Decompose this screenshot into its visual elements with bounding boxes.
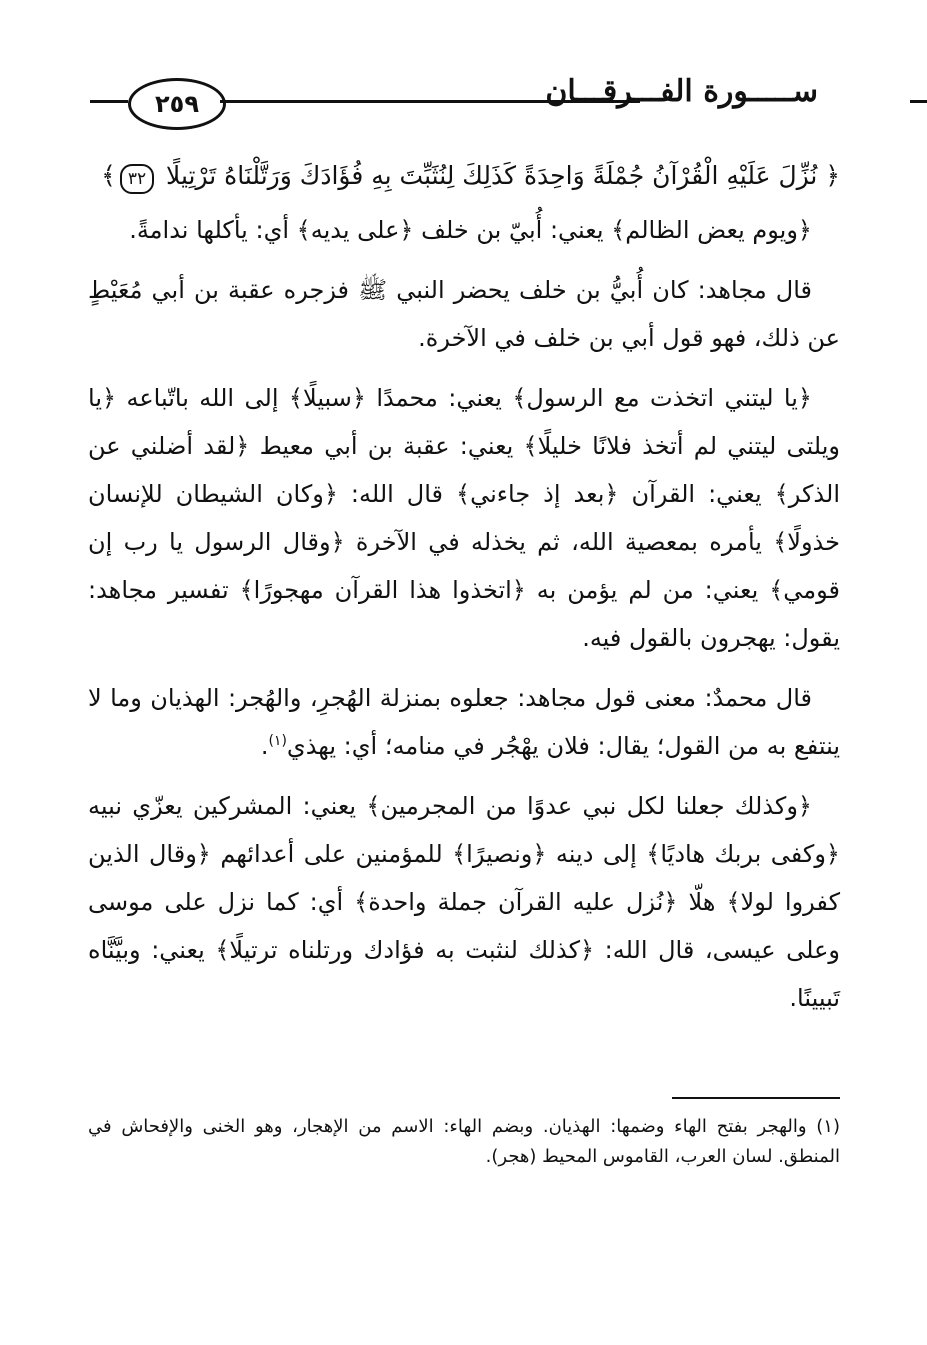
footnote-divider [672, 1097, 840, 1099]
footnote-reference[interactable]: (١) [268, 733, 287, 749]
paragraph: ﴿يا ليتني اتخذت مع الرسول﴾ يعني: محمدًا ﴿سبيلًا﴾ إلى الله باتّباعه ﴿يا ويلتى ليتني لم أتخذ فلانًا خليلًا﴾ يعني: عقبة بن أبي معيط ﴿لقد أضلني عن الذكر﴾ يعني: القرآن ﴿بعد إذ جاءني﴾ قال الله: ﴿وكان الشيطان للإنسان خذولًا﴾ يأمره بمعصية الله، ثم يخذله في الآخرة ﴿وقال الرسول يا رب إن قومي﴾ يعني: من لم يؤمن به ﴿اتخذوا هذا القرآن مهجورًا﴾ تفسير مجاهد: يقول: يهجرون بالقول فيه. [88, 384, 840, 652]
verse-text: ﴿ نُزِّلَ عَلَيْهِ الْقُرْآنُ جُمْلَةً وَاحِدَةً كَذَلِكَ لِنُثَبِّتَ بِهِ فُؤَادَكَ وَرَتَّلْنَاهُ تَرْتِيلًا [166, 161, 840, 190]
paragraph-muhammad [88, 674, 840, 770]
ayah-number-marker: ٣٢ [120, 164, 154, 194]
page-number-badge [128, 78, 226, 130]
page-body [88, 152, 840, 1034]
footnote: (١) والهجر بفتح الهاء وضمها: الهذيان. وبضم الهاء: الاسم من الإهجار، وهو الخنى والإفحاش في المنطق. لسان العرب، القاموس المحيط (هجر). [88, 1116, 840, 1167]
header-rule-left-stub [90, 100, 128, 103]
quran-verse [88, 152, 840, 200]
page-header [90, 70, 840, 132]
paragraph-end: . [260, 732, 269, 760]
paragraph: ﴿ويوم يعض الظالم﴾ يعني: أُبيّ بن خلف ﴿على يديه﴾ أي: يأكلها ندامةً. [129, 216, 812, 244]
verse-close-bracket: ﴾ [101, 161, 116, 190]
paragraph-text: قال محمدٌ: معنى قول مجاهد: جعلوه بمنزلة الهُجرِ، والهُجر: الهذيان وما لا ينتفع به من القول؛ يقال: فلان يهْجُر في منامه؛ أي: يهذي [88, 684, 840, 760]
paragraph: ﴿وكذلك جعلنا لكل نبي عدوًا من المجرمين﴾ يعني: المشركين يعزّي نبيه ﴿وكفى بربك هاديًا﴾ إلى دينه ﴿ونصيرًا﴾ للمؤمنين على أعدائهم ﴿وقال الذين كفروا لولا﴾ هلّا ﴿نُزل عليه القرآن جملة واحدة﴾ أي: كما نزل على موسى وعلى عيسى، قال الله: ﴿كذلك لنثبت به فؤادك ورتلناه ترتيلًا﴾ يعني: وبيَّنَّاه تَبيينًا. [88, 792, 840, 1012]
header-rule-right-stub [910, 100, 927, 103]
surah-title: ســـــورة الفـــرقـــان [545, 74, 818, 109]
paragraph: قال مجاهد: كان أُبيُّ بن خلف يحضر النبي ﷺ فزجره عقبة بن أبي مُعَيْطٍ عن ذلك، فهو قول أبي بن خلف في الآخرة. [88, 276, 840, 352]
page-number: ٢٥٩ [155, 90, 199, 118]
